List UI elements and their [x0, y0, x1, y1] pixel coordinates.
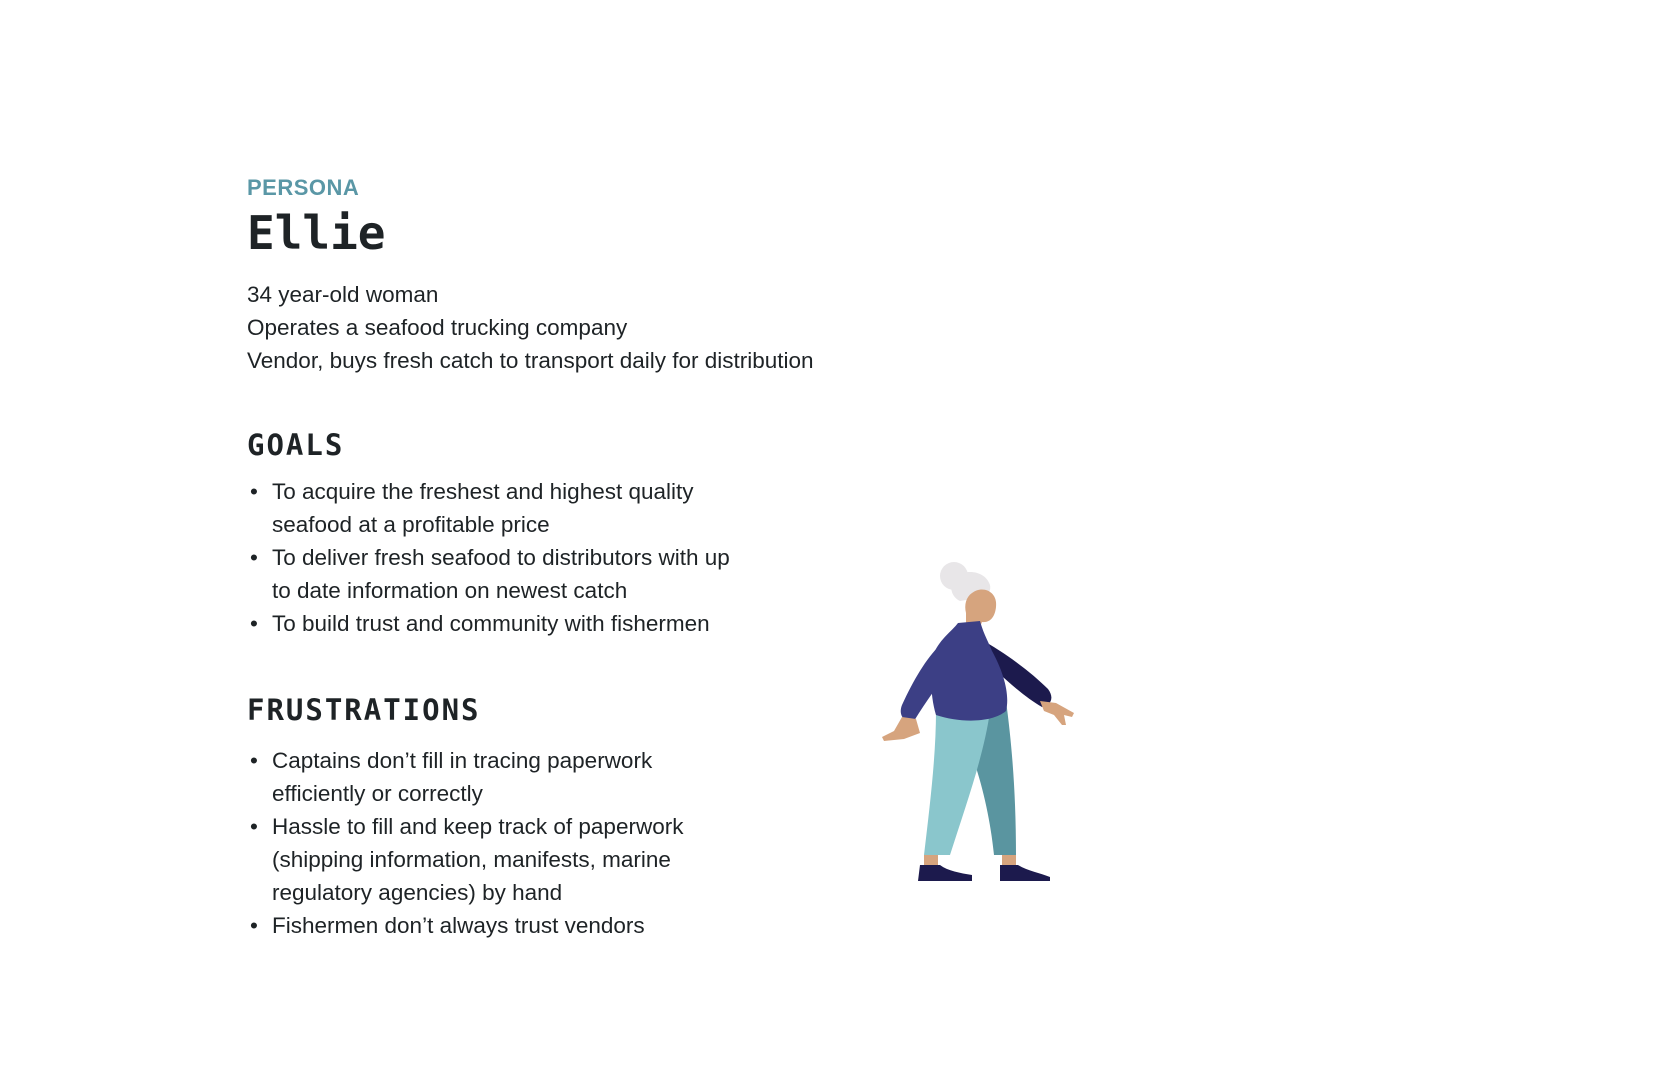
goal-item: [247, 475, 752, 541]
frustration-item: [247, 744, 742, 810]
bullet-icon: •: [250, 545, 258, 570]
goal-text: To deliver fresh seafood to distributors with up to date information on newest catch: [272, 545, 730, 603]
frustration-text: Fishermen don’t always trust vendors: [272, 913, 645, 938]
far-hand: [1040, 701, 1074, 725]
walking-woman-illustration: [860, 555, 1100, 940]
frustrations-list: [247, 744, 947, 942]
front-leg: [924, 711, 990, 855]
persona-eyebrow: PERSONA: [247, 175, 360, 200]
persona-name: Ellie: [247, 206, 386, 260]
goals-heading: GOALS: [247, 428, 345, 462]
bullet-icon: •: [250, 913, 258, 938]
fact-age: 34 year-old woman: [247, 282, 439, 307]
bullet-icon: •: [250, 611, 258, 636]
frustration-item: [247, 909, 742, 942]
front-shoe: [918, 865, 972, 881]
goals-list: [247, 475, 947, 640]
goal-item: [247, 541, 752, 607]
bullet-icon: •: [250, 814, 258, 839]
frustration-text: Hassle to fill and keep track of paperwork (shipping information, manifests, marine regulatory agencies) by hand: [272, 814, 684, 905]
bullet-icon: •: [250, 479, 258, 504]
frustration-item: [247, 810, 742, 909]
goal-item: [247, 607, 752, 640]
back-shoe: [1000, 865, 1050, 881]
fact-role: Vendor, buys fresh catch to transport daily for distribution: [247, 348, 814, 373]
bullet-icon: •: [250, 748, 258, 773]
goal-text: To build trust and community with fishermen: [272, 611, 710, 636]
persona-card: [247, 174, 947, 942]
frustration-text: Captains don’t fill in tracing paperwork efficiently or correctly: [272, 748, 653, 806]
goal-text: To acquire the freshest and highest quality seafood at a profitable price: [272, 479, 694, 537]
frustrations-heading: FRUSTRATIONS: [247, 693, 481, 727]
fact-occupation: Operates a seafood trucking company: [247, 315, 628, 340]
near-hand: [882, 717, 920, 741]
persona-facts: [247, 278, 947, 377]
